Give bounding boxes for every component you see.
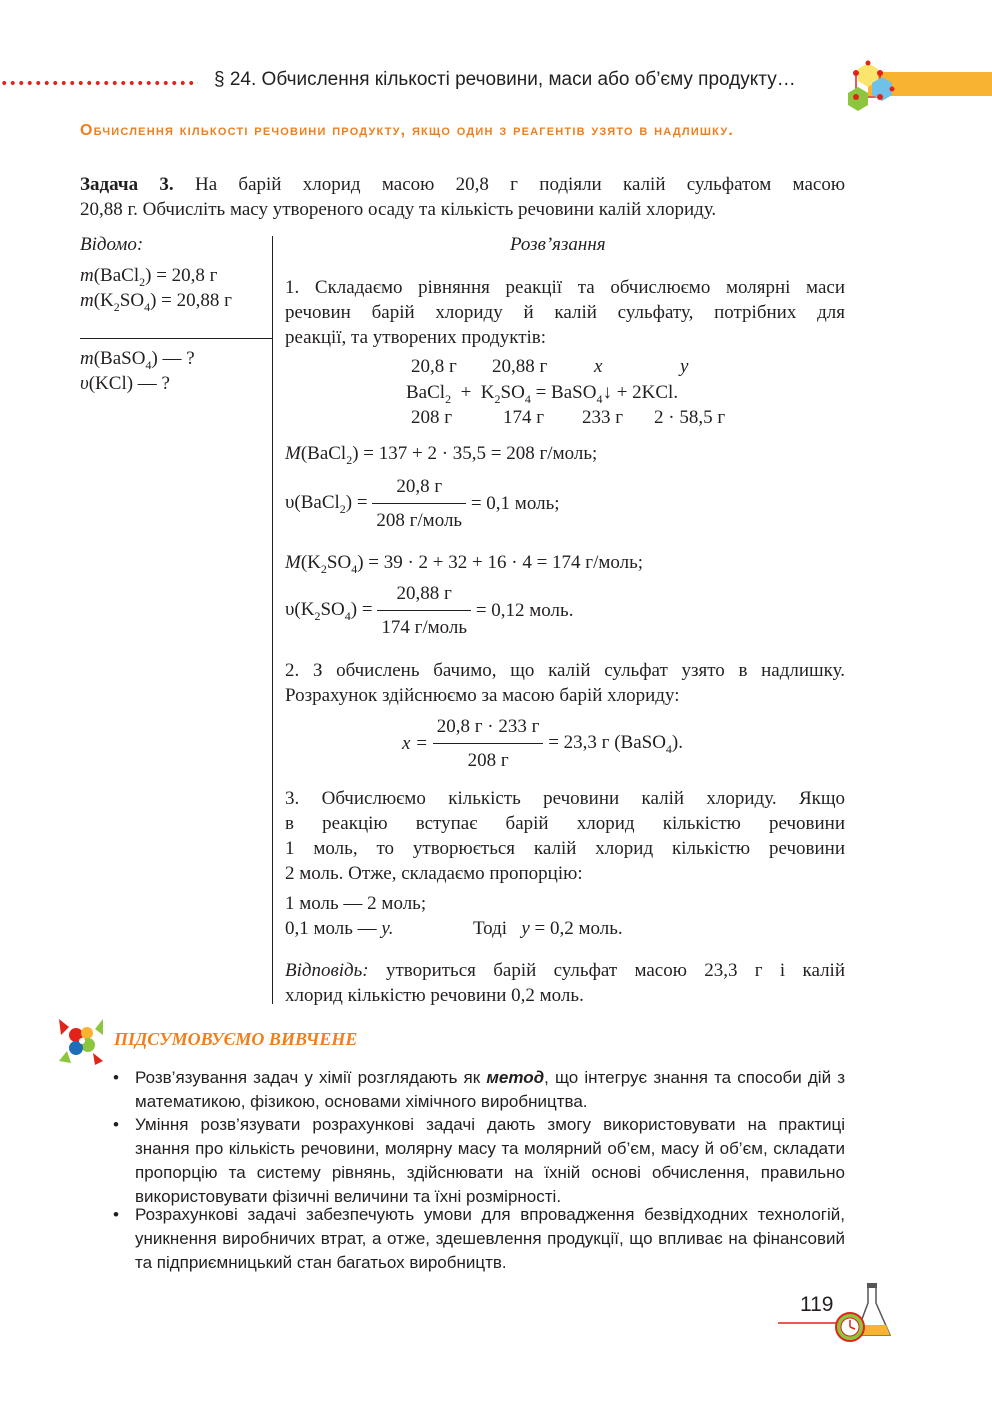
find-m-baso4: m(BaSO$_4$) — ? [80, 348, 195, 372]
solution-title: Розв’язання [510, 234, 606, 255]
molecule-icon [838, 55, 898, 115]
given-m-bacl2: m(BaCl$_2$) = 20,8 г [80, 265, 218, 289]
molar-mass-bacl2: M(BaCl$_2$) = 137 + 2 · 35,5 = 208 г/моль; [285, 443, 598, 467]
given-m-k2so4: $m(K_2SO_4) = 20,88$ г [80, 290, 232, 314]
summary-bullet-1: • Розв’язування задач у хімії розглядають як метод, що інтегрує знання та способи дій з математикою, фізикою, основами хімічного виробництва. [113, 1068, 845, 1111]
answer-label: Відповідь: [285, 960, 369, 981]
section-heading: Обчислення кількості речовини продукту, якщо один з реагентів узято в надлишку. [80, 122, 735, 139]
summary-title: ПІДСУМОВУЄМО ВИВЧЕНЕ [114, 1029, 358, 1049]
proportion-line2: 0,1 моль — y. [285, 918, 394, 939]
equation-top-row: 20,8 г 20,88 г x y [411, 356, 689, 377]
header-title: § 24. Обчислення кількості речовини, маси або об’єму продукту… [214, 69, 796, 90]
equation-bottom-row: 208 г 174 г 233 г 2 · 58,5 г [411, 407, 726, 428]
task-line1: Задача 3. На барій хлорид масою 20,8 г подіяли калій сульфатом масою [80, 174, 846, 195]
molar-mass-k2so4: $M(K_2SO_4) = 39 \cdot 2 + 32 + 16 \cdot 4 = 174$ г/моль; [285, 552, 644, 576]
find-v-kcl: υ(KCl) — ? [80, 373, 170, 394]
molecule-cluster-icon [55, 1013, 107, 1069]
summary-bullet-2: • Уміння розв’язувати розрахункові задачі дають змогу використовувати на практиці знання про кількість речовини, молярну масу та молярний об’єм, масу й об’єм, складати пропорцію та систему рівнянь, здійснювати на їхній основі обчислення, правильно використовувати фізичні величини та їхні розмірності. [113, 1115, 845, 1206]
task-label: Задача 3. [80, 174, 174, 195]
proportion-line1: 1 моль — 2 моль; [285, 893, 427, 914]
step1-text: 1. Складаємо рівняння реакції та обчислюємо молярні маси речовин барій хлориду й калій сульфату, потрібних для реакції, та утворених продуктів: [285, 277, 845, 348]
page-corner-decoration [778, 1281, 898, 1343]
solution-divider [272, 236, 273, 1004]
reaction-equation: BaCl$_2$ + $K_2SO_4$ = BaSO$_4$↓ + 2KCl. [406, 382, 679, 406]
task-statement [80, 172, 845, 222]
header-dotted-line [0, 73, 198, 93]
task-line2: 20,88 г. Обчисліть масу утвореного осаду та кількість речовини калій хлориду. [80, 199, 717, 220]
step2-text: 2. З обчислень бачимо, що калій сульфат узято в надлишку. Розрахунок здійснюємо за масою барій хлориду: [285, 660, 845, 706]
mass-baso4-calc: x = $\frac{20,8 г \cdot 233 г}{208 г}$ = 23,3 г (BaSO$_4$). [402, 716, 683, 771]
given-title: Відомо: [80, 234, 144, 255]
given-divider [80, 338, 272, 339]
proportion-result: Тоді y = 0,2 моль. [473, 918, 623, 939]
amount-k2so4: $\upsilon(K_2SO_4)$ = $\frac{20,88 г}{\text{174 г/моль}}$ = 0,12 моль. [285, 583, 574, 638]
step3-text: 3. Обчислюємо кількість речовини калій хлориду. Якщо в реакцію вступає барій хлорид кількістю речовини 1 моль, то утворюється калій хлорид кількістю речовини 2 моль. Отже, складаємо пропорцію: [285, 788, 845, 884]
answer: Відповідь: утвориться барій сульфат масою 23,3 г і калій хлорид кількістю речовини 0,2 моль. [285, 960, 845, 1006]
amount-bacl2: υ(BaCl$_2$) = $\frac{20,8 г}{\text{208 г/моль}}$ = 0,1 моль; [285, 476, 560, 531]
summary-bullet-3: • Розрахункові задачі забезпечують умови для впровадження безвідходних технологій, уникнення виробничих втрат, а отже, здешевлення продукції, що впливає на фінансовий та підприємницький стан багатьох виробництв. [113, 1205, 845, 1272]
page-number: 119 [800, 1293, 834, 1316]
